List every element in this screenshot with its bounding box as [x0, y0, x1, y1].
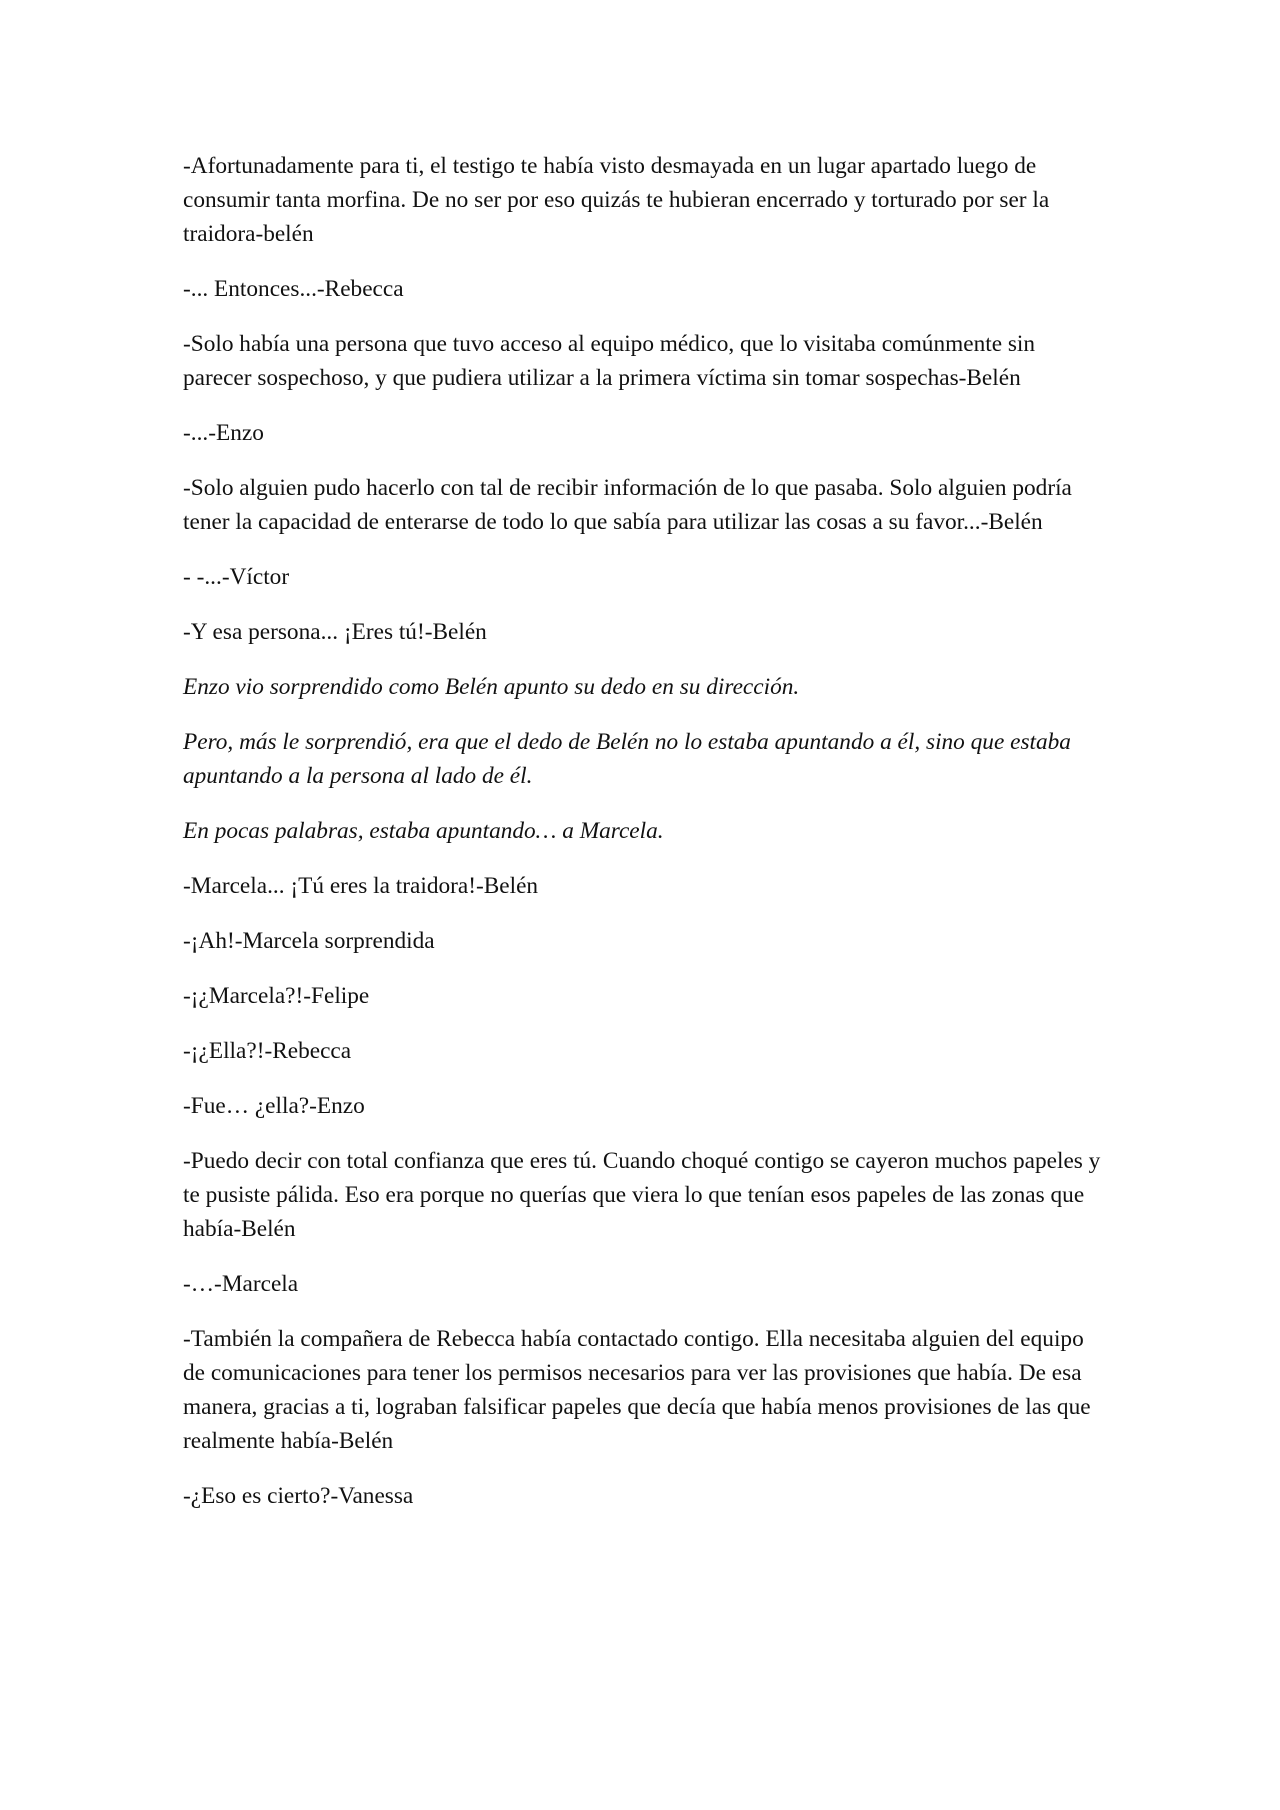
paragraph-dialogue: -Marcela... ¡Tú eres la traidora!-Belén	[183, 873, 539, 899]
document-page	[183, 149, 1103, 1534]
paragraph-dialogue: -¡¿Ella?!-Rebecca	[183, 1038, 352, 1064]
paragraph-narration: Enzo vio sorprendido como Belén apunto su dedo en su dirección.	[183, 674, 800, 700]
paragraph-dialogue: - -...-Víctor	[183, 564, 290, 590]
paragraph-dialogue: -¿Eso es cierto?-Vanessa	[183, 1483, 414, 1509]
paragraph-dialogue: -¡Ah!-Marcela sorprendida	[183, 928, 435, 954]
paragraph-narration: Pero, más le sorprendió, era que el dedo de Belén no lo estaba apuntando a él, sino que estaba apuntando a la persona al lado de él.	[183, 729, 1071, 789]
paragraph-narration: En pocas palabras, estaba apuntando… a Marcela.	[183, 818, 664, 844]
paragraph-dialogue: -Solo alguien pudo hacerlo con tal de recibir información de lo que pasaba. Solo alguien podría tener la capacidad de enterarse de todo lo que sabía para utilizar las cosas a su favor...-Belén	[183, 475, 1072, 535]
paragraph-dialogue: -Fue… ¿ella?-Enzo	[183, 1093, 365, 1119]
paragraph-dialogue: -Solo había una persona que tuvo acceso al equipo médico, que lo visitaba comúnmente sin parecer sospechoso, y que pudiera utilizar a la primera víctima sin tomar sospechas-Belén	[183, 331, 1036, 391]
paragraph-dialogue: -Afortunadamente para ti, el testigo te había visto desmayada en un lugar apartado luego de consumir tanta morfina. De no ser por eso quizás te hubieran encerrado y torturado por ser la traidora-belén	[183, 153, 1050, 247]
paragraph-dialogue: -También la compañera de Rebecca había contactado contigo. Ella necesitaba alguien del equipo de comunicaciones para tener los permisos necesarios para ver las provisiones que había. De esa manera, gracias a ti, lograban falsificar papeles que decía que había menos provisiones de las que realmente había-Belén	[183, 1326, 1091, 1454]
paragraph-dialogue: -Puedo decir con total confianza que eres tú. Cuando choqué contigo se cayeron muchos papeles y te pusiste pálida. Eso era porque no querías que viera lo que tenían esos papeles de las zonas que había-Belén	[183, 1148, 1101, 1242]
paragraph-dialogue: -... Entonces...-Rebecca	[183, 276, 404, 302]
paragraph-dialogue: -...-Enzo	[183, 420, 264, 446]
paragraph-dialogue: -Y esa persona... ¡Eres tú!-Belén	[183, 619, 487, 645]
paragraph-dialogue: -…-Marcela	[183, 1271, 299, 1297]
paragraph-dialogue: -¡¿Marcela?!-Felipe	[183, 983, 370, 1009]
